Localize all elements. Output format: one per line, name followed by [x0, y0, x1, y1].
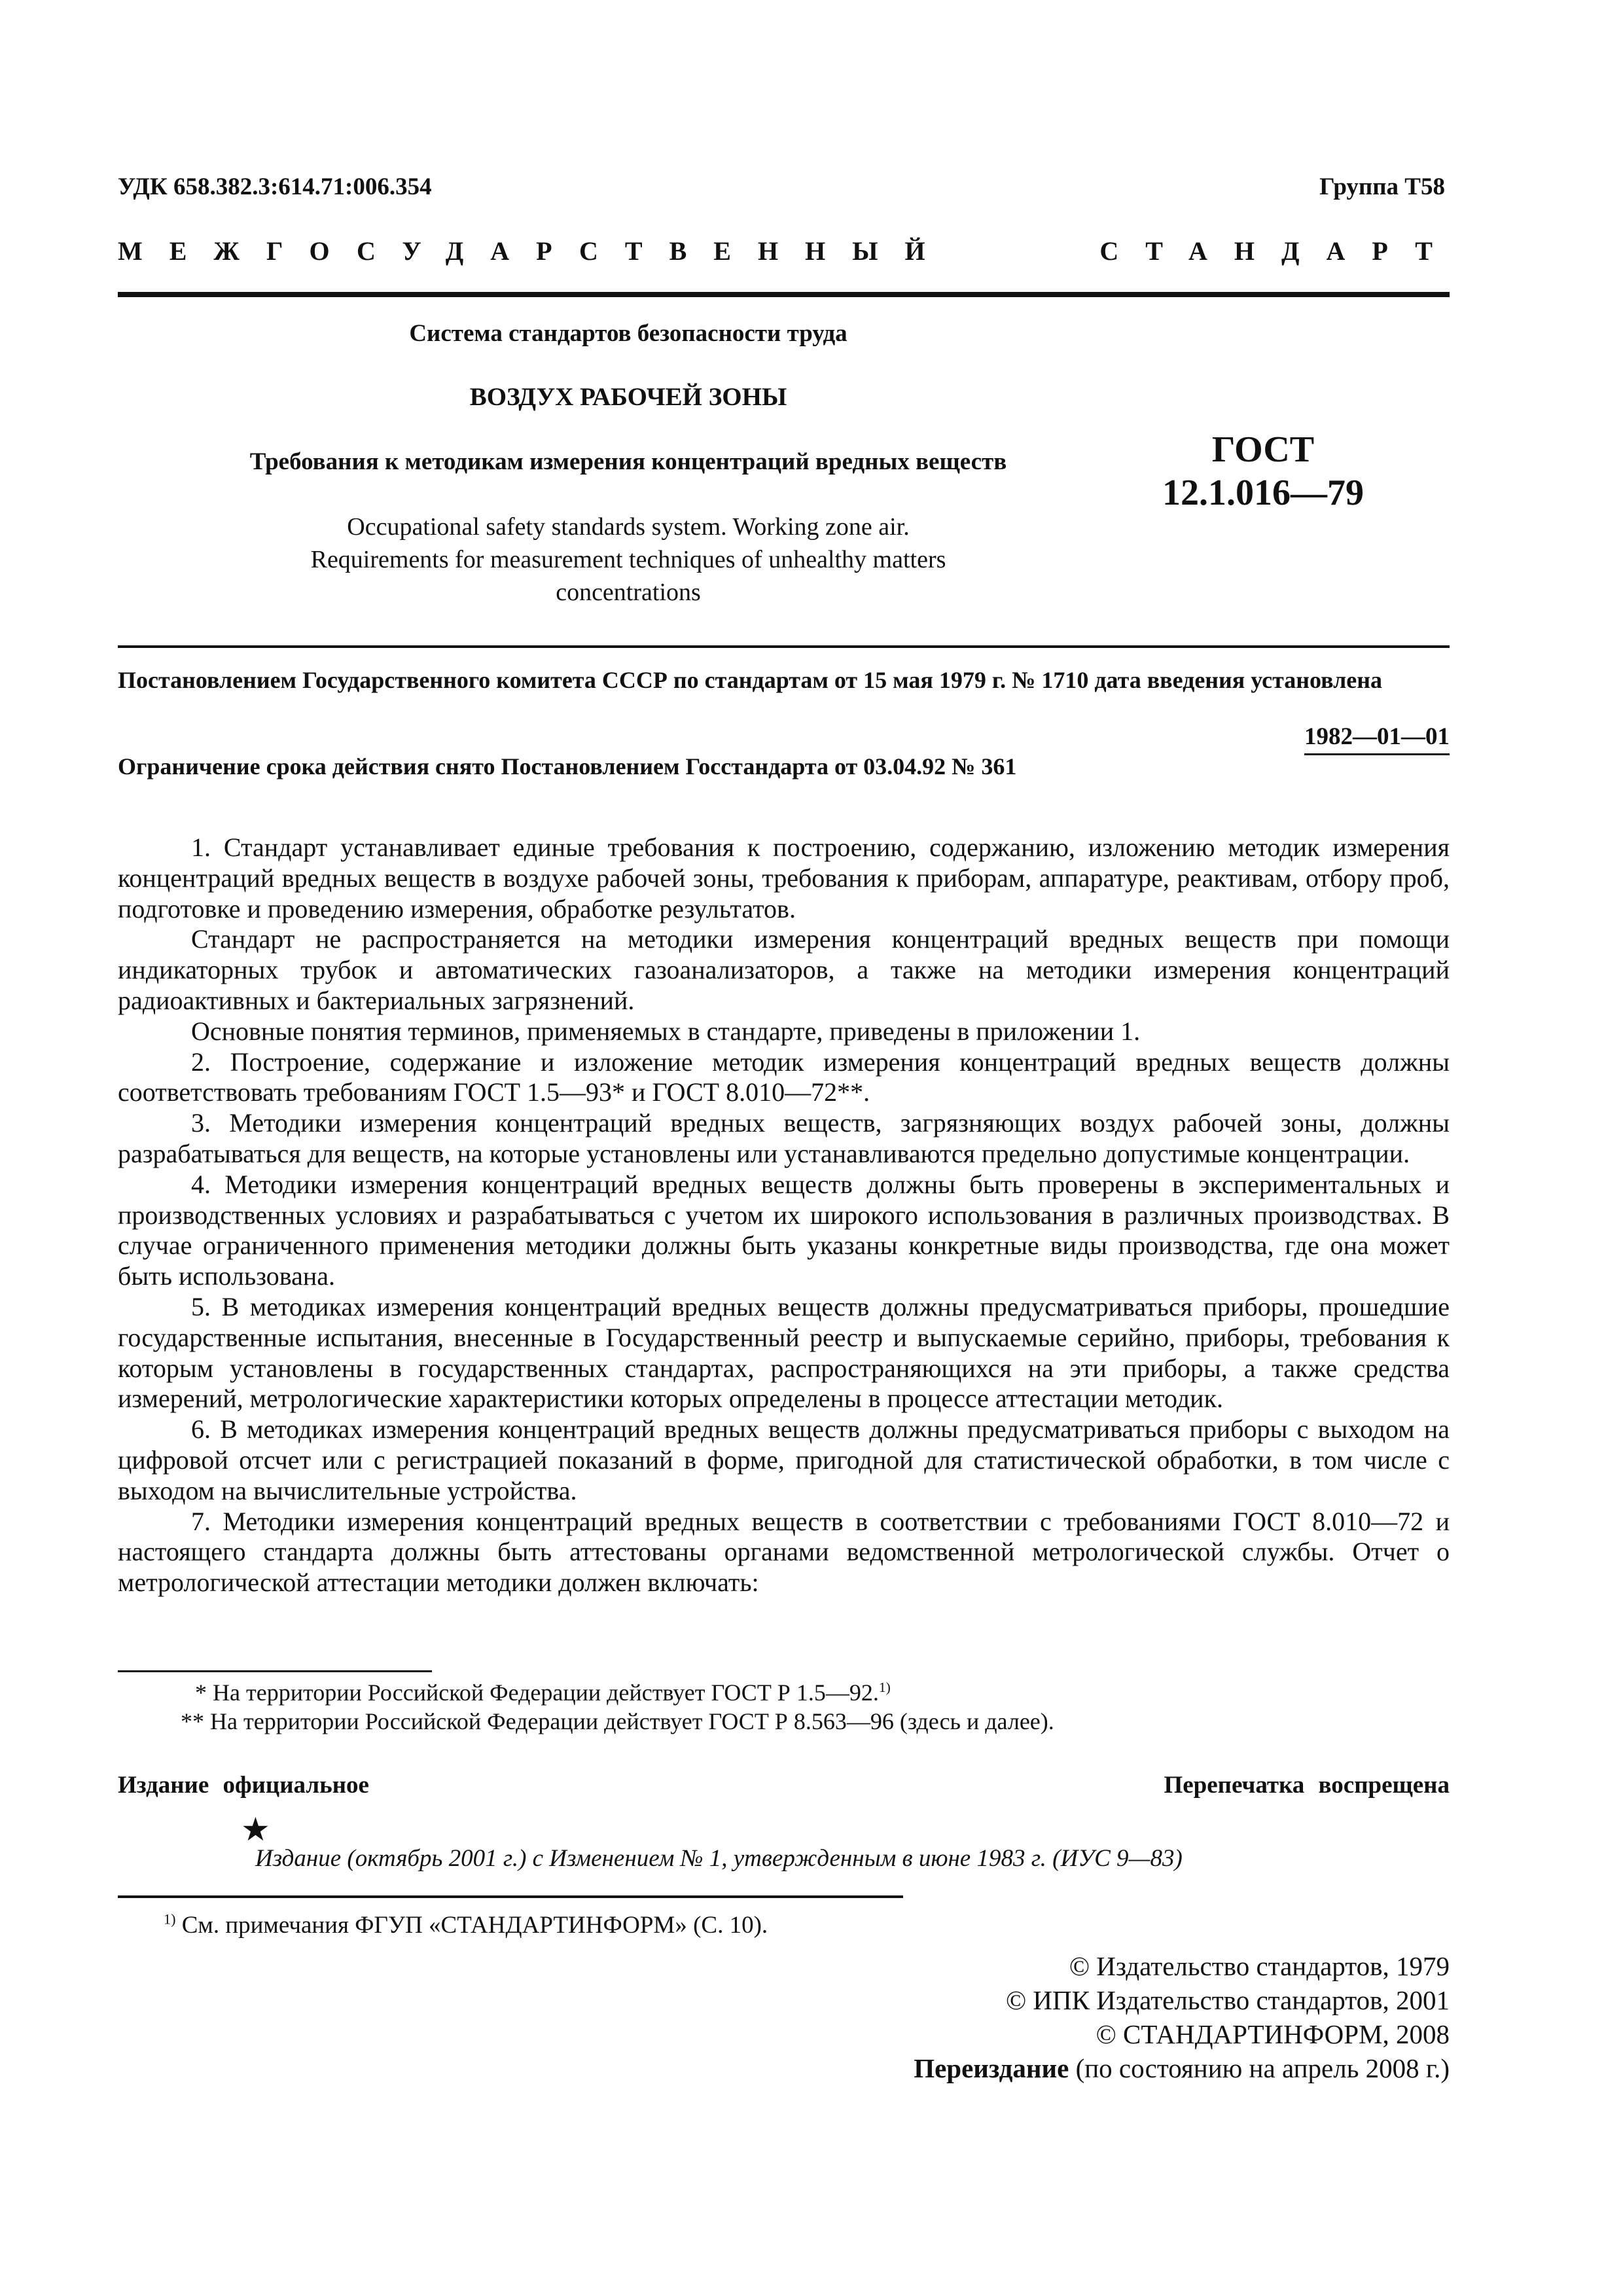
paragraph-1-terms: Основные понятия терминов, применяемых в стандарте, приведены в приложении 1. — [191, 1016, 1141, 1046]
footnote-rule — [118, 1670, 432, 1672]
footnote-1-ref: 1) — [878, 1679, 891, 1695]
paragraph-6: 6. В методиках измерения концентраций вредных веществ должны предусматриваться приборы с выходом на цифровой отсчет или с регистрацией показаний в форме, пригодной для статистической обработки, в том числе с выходом на вычислительные устройства. — [118, 1414, 1450, 1505]
gost-designation — [1126, 428, 1400, 514]
limitation-text: Ограничение срока действия снято Постановлением Госстандарта от 03.04.92 № 361 — [118, 753, 1017, 780]
decree-text: Постановлением Государственного комитета СССР по стандартам от 15 мая 1979 г. № 1710 дата введения установлена — [118, 667, 1382, 693]
edition-note-text: См. примечания ФГУП «СТАНДАРТИНФОРМ» (С. 10). — [181, 1912, 768, 1939]
body-text — [118, 833, 1450, 1598]
footnote-1 — [118, 1678, 1527, 1707]
reissue-text: (по состоянию на апрель 2008 г.) — [1075, 2053, 1450, 2083]
copyright-1979: © Издательство стандартов, 1979 — [1069, 1951, 1450, 1981]
star-icon: ★ — [241, 1810, 270, 1848]
paragraph-5: 5. В методиках измерения концентраций вредных веществ должны предусматриваться приборы, прошедшие государственные испытания, внесенные в Государственный реестр и выпускаемые серийно, приборы, требования к которым установлены в государственных стандартах, распространяющихся на эти приборы, а также средства измерений, метрологические характеристики которых определены в процессе аттестации методик. — [118, 1291, 1450, 1414]
gost-number: 12.1.016—79 — [1162, 473, 1364, 513]
subtitle: Требования к методикам измерения концентраций вредных веществ — [249, 448, 1007, 475]
main-title: ВОЗДУХ РАБОЧЕЙ ЗОНЫ — [469, 383, 787, 411]
official-edition: Издание официальное — [118, 1772, 369, 1799]
copyright-2008: © СТАНДАРТИНФОРМ, 2008 — [1096, 2019, 1450, 2049]
paragraph-2: 2. Построение, содержание и изложение методик измерения концентраций вредных веществ должны соответствовать требованиям ГОСТ 1.5—93* и ГОСТ 8.010—72**. — [118, 1047, 1450, 1107]
reissue-line — [914, 2053, 1450, 2084]
edition-info: Издание (октябрь 2001 г.) с Изменением № 1, утвержденным в июне 1983 г. (ИУС 9—83) — [255, 1845, 1183, 1872]
english-title-line-1: Occupational safety standards system. Working zone air. — [347, 513, 910, 541]
edition-rule — [118, 1895, 903, 1898]
edition-note-ref: 1) — [164, 1910, 176, 1928]
english-title — [157, 511, 1099, 609]
group-code: Группа Т58 — [1319, 173, 1445, 200]
gost-label: ГОСТ — [1211, 429, 1315, 470]
english-title-line-3: concentrations — [556, 579, 701, 606]
edition-note — [164, 1911, 768, 1939]
paragraph-1-scope: Стандарт не распространяется на методики измерения концентраций вредных веществ при помощи индикаторных трубок и автоматических газоанализаторов, а также на методики измерения концентраций радиоактивных и бактериальных загрязнений. — [118, 924, 1450, 1015]
paragraph-1: 1. Стандарт устанавливает единые требования к построению, содержанию, изложению методик измерения концентраций вредных веществ в воздухе рабочей зоны, требования к приборам, аппаратуре, реактивам, отбору проб, подготовке и проведению измерения, обработке результатов. — [118, 833, 1450, 924]
footnote-1-text: * На территории Российской Федерации действует ГОСТ Р 1.5—92. — [195, 1679, 879, 1706]
interstate-heading: МЕЖГОСУДАРСТВЕННЫЙ — [118, 236, 952, 266]
english-title-line-2: Requirements for measurement techniques of unhealthy matters — [310, 546, 946, 573]
introduction-date: 1982—01—01 — [1304, 723, 1450, 755]
title-rule — [118, 645, 1450, 648]
system-title: Система стандартов безопасности труда — [409, 320, 847, 347]
footnote-2: ** На территории Российской Федерации действует ГОСТ Р 8.563—96 (здесь и далее). — [181, 1708, 1054, 1734]
copyright-2001: © ИПК Издательство стандартов, 2001 — [1005, 1985, 1450, 2015]
header-rule — [118, 292, 1450, 297]
reissue-label: Переиздание — [914, 2053, 1069, 2083]
paragraph-3: 3. Методики измерения концентраций вредных веществ, загрязняющих воздух рабочей зоны, должны разрабатываться для веществ, на которые установлены или устанавливаются предельно допустимые концентрации. — [118, 1108, 1450, 1168]
reprint-forbidden: Перепечатка воспрещена — [1164, 1772, 1450, 1799]
udk-code: УДК 658.382.3:614.71:006.354 — [118, 173, 432, 200]
standard-heading: СТАНДАРТ — [1099, 236, 1459, 266]
paragraph-7: 7. Методики измерения концентраций вредных веществ в соответствии с требованиями ГОСТ 8.010—72 и настоящего стандарта должны быть аттестованы органами ведомственной метрологической службы. Отчет о метрологической аттестации методики должен включать: — [118, 1506, 1450, 1598]
paragraph-4: 4. Методики измерения концентраций вредных веществ должны быть проверены в экспериментальных и производственных условиях и разрабатываться с учетом их широкого использования в различных производствах. В случае ограниченного применения методики должны быть указаны конкретные виды производства, где она может быть использована. — [118, 1169, 1450, 1291]
